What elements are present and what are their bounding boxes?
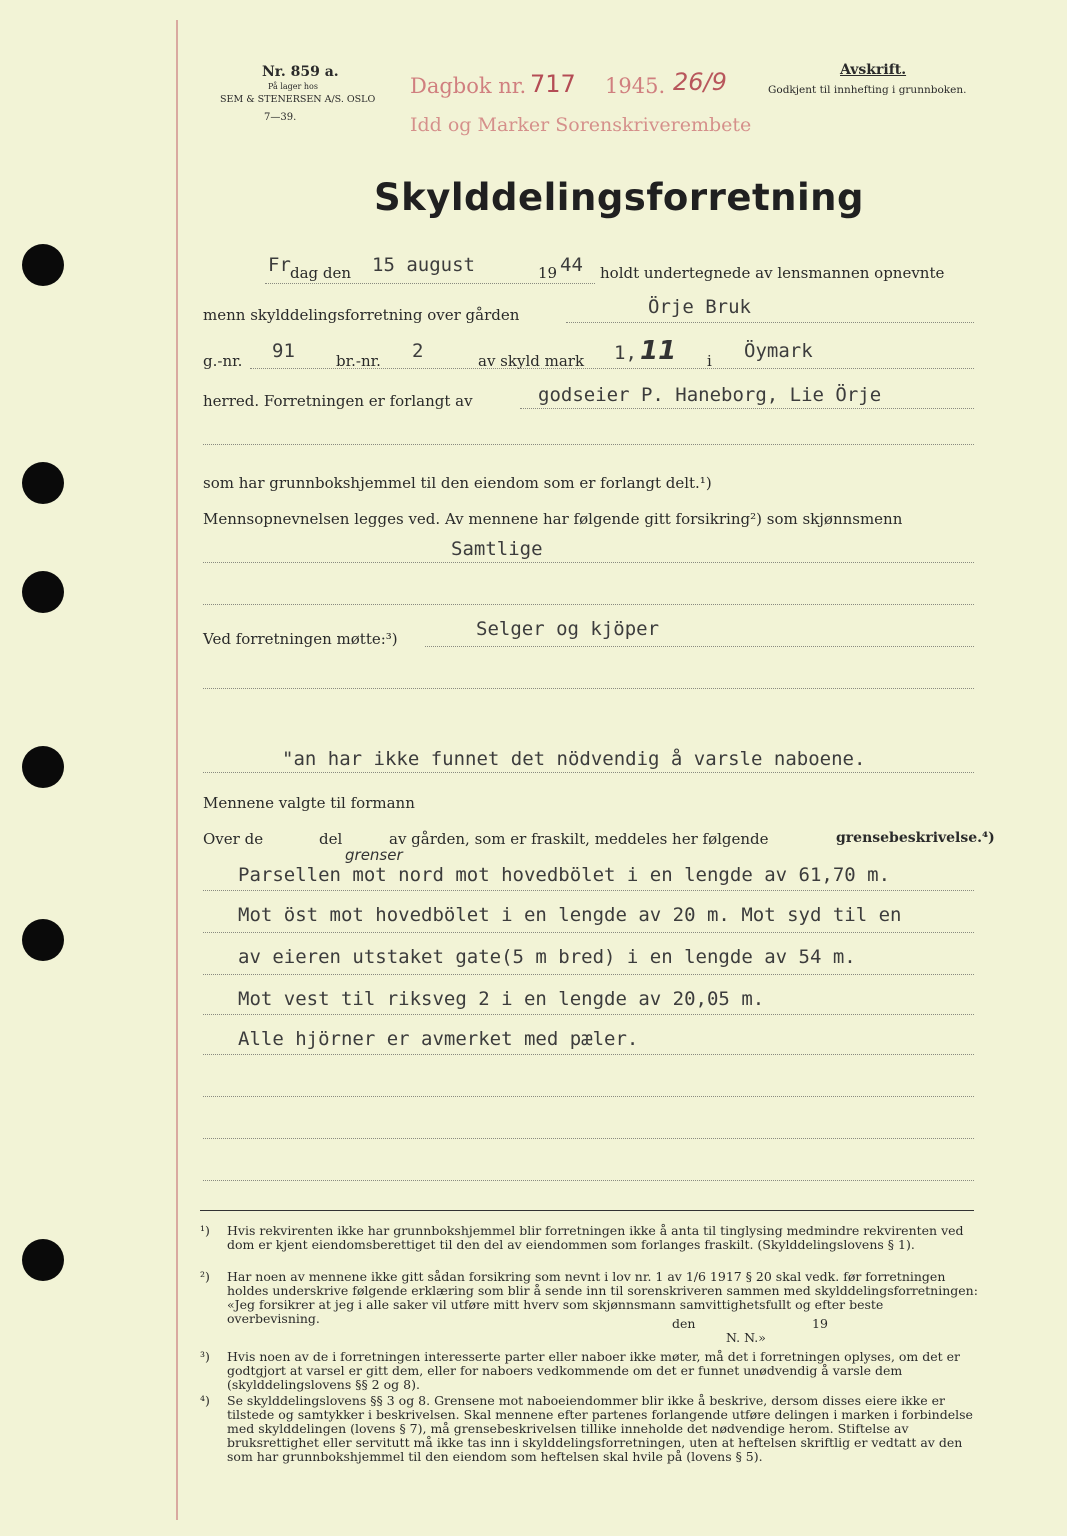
page-title: Skylddelingsforretning: [374, 176, 864, 219]
label-dag-den: dag den: [290, 264, 352, 282]
label-herred: herred. Forretningen er forlangt av: [203, 392, 473, 410]
fill-line: [250, 368, 974, 369]
requester: godseier P. Haneborg, Lie Örje: [538, 384, 882, 406]
description-line: Mot öst mot hovedbölet i en lengde av 20 m. Mot syd til en: [238, 904, 902, 926]
skyld-hand-value: 11: [640, 336, 677, 366]
binder-hole: [22, 919, 64, 961]
fill-line: [566, 322, 974, 323]
footnote-text: Hvis rekvirenten ikke har grunnbokshjemmel blir forretningen ikke å anta til tinglysing medmindre rekvirenten ved dom er kjent eiendomsberettiget til den del av eiendommen som forlanges fraskilt. (Skylddelingslovens § 1).: [227, 1223, 964, 1252]
footnote-divider: [200, 1210, 974, 1211]
over-de-label: Over de: [203, 830, 264, 848]
footnote-number: ⁴): [200, 1393, 210, 1408]
description-line: Mot vest til riksveg 2 i en lengde av 20,05 m.: [238, 988, 765, 1010]
publisher-line: På lager hos: [268, 82, 318, 91]
fill-line: [203, 444, 974, 445]
binder-hole: [22, 462, 64, 504]
fill-line: [203, 604, 974, 605]
forsikring-value: Samtlige: [451, 538, 543, 560]
fill-line: [203, 772, 974, 773]
fill-line: [203, 932, 974, 933]
grense-text: av gården, som er fraskilt, meddeles her følgende: [389, 830, 769, 848]
municipality: Öymark: [744, 340, 813, 362]
office-stamp: Idd og Marker Sorenskriverembete: [410, 114, 752, 136]
footnote-2-sign: N. N.»: [726, 1330, 766, 1345]
fill-line: [203, 1180, 974, 1181]
footnote-number: ¹): [200, 1223, 210, 1238]
binder-hole: [22, 571, 64, 613]
dagbok-stamp-label: Dagbok nr.: [410, 74, 527, 98]
footnote-text: Har noen av mennene ikke gitt sådan forsikring som nevnt i lov nr. 1 av 1/6 1917 § 20 skal vedk. før forretningen holdes underskrive følgende erklæring som blir å sende inn til sorenskriveren sammen med skylddelingsforretningen: «Jeg forsikrer at jeg i alle saker vil utføre mitt hverv som skjønnsmann samvittighetsfullt og efter beste overbevisning.: [227, 1269, 978, 1326]
grense-bold: grensebeskrivelse.⁴): [836, 830, 995, 846]
binder-hole: [22, 746, 64, 788]
dagbok-number: 717: [530, 70, 576, 98]
skyld-value: 1,: [614, 342, 637, 364]
naboer-text: "an har ikke funnet det nödvendig å varsle naboene.: [282, 748, 866, 770]
footnote-text: Se skylddelingslovens §§ 3 og 8. Grensene mot naboeiendommer blir ikke å beskrive, dersom disses eiere ikke er tilstede og samtykker i beskrivelsen. Skal mennene efter partenes forlangende utføre delingen i marken i forbindelse med skylddelingen (lovens § 7), må grensebeskrivelsen tillike inneholde det nødvendige herom. Stiftelse av bruksrettighet eller servitutt må ikke tas inn i skylddelingsforretningen, uten at heftelsen skriftlig er vedtatt av den som har grunnbokshjemmel til den eiendom som heftelsen skal hvile på (lovens § 5).: [227, 1393, 973, 1464]
description-line: Alle hjörner er avmerket med pæler.: [238, 1028, 639, 1050]
description-line: av eieren utstaket gate(5 m bred) i en lengde av 54 m.: [238, 946, 856, 968]
footnote-2: [200, 1270, 980, 1326]
avskrift-title: Avskrift.: [840, 62, 907, 78]
label-holdt: holdt undertegnede av lensmannen opnevnte: [600, 264, 945, 282]
fill-line: [203, 1054, 974, 1055]
date-value: 15 august: [372, 254, 475, 276]
form-number: Nr. 859 a.: [262, 64, 339, 80]
year-suffix: 44: [560, 254, 583, 276]
label-over-garden: menn skylddelingsforretning over gården: [203, 306, 520, 324]
publisher-line: 7—39.: [264, 112, 297, 123]
label-bnr: br.-nr.: [336, 352, 381, 370]
day-prefix: Fr: [268, 254, 291, 276]
label-gnr: g.-nr.: [203, 352, 243, 370]
label-skyld: av skyld mark: [478, 352, 585, 370]
label-i: i: [707, 352, 712, 370]
fill-line: [265, 283, 595, 284]
publisher-line: SEM & STENERSEN A/S. OSLO: [220, 94, 376, 105]
description-line: Parsellen mot nord mot hovedbölet i en lengde av 61,70 m.: [238, 864, 891, 886]
footnote-number: ³): [200, 1349, 210, 1364]
fill-line: [203, 1014, 974, 1015]
footnote-3: [200, 1350, 980, 1392]
fill-line: [203, 1138, 974, 1139]
fill-line: [425, 646, 974, 647]
fill-line: [520, 408, 974, 409]
bnr-value: 2: [412, 340, 424, 362]
footnote-text: Hvis noen av de i forretningen interesserte parter eller naboer ikke møter, må det i forretningen oplyses, om det er godtgjort at varsel er gitt dem, eller for naboers vedkommende om det er funnet unødvendig å varsle dem (skylddelingslovens §§ 2 og 8).: [227, 1349, 961, 1392]
fill-line: [203, 688, 974, 689]
grunnbok-text: som har grunnbokshjemmel til den eiendom som er forlangt delt.¹): [203, 474, 712, 492]
handwritten-insert: grenser: [345, 846, 403, 864]
footnote-2-year: 19: [812, 1316, 828, 1331]
fill-line: [203, 562, 974, 563]
fill-line: [203, 1096, 974, 1097]
footnote-4: [200, 1394, 980, 1464]
formann-text: Mennene valgte til formann: [203, 794, 415, 812]
mote-label: Ved forretningen møtte:³): [203, 630, 398, 648]
mote-value: Selger og kjöper: [476, 618, 660, 640]
fill-line: [203, 974, 974, 975]
margin-line: [176, 20, 178, 1520]
fill-line: [203, 890, 974, 891]
binder-hole: [22, 244, 64, 286]
footnote-1: [200, 1224, 980, 1252]
binder-hole: [22, 1239, 64, 1281]
gnr-value: 91: [272, 340, 295, 362]
avskrift-note: Godkjent til innhefting i grunnboken.: [768, 84, 967, 96]
footnote-2-den: den: [672, 1316, 696, 1331]
menn-text: Mennsopnevnelsen legges ved. Av mennene har følgende gitt forsikring²) som skjønnsmenn: [203, 510, 903, 528]
year-prefix: 19: [538, 264, 558, 282]
footnote-number: ²): [200, 1269, 210, 1284]
farm-name: Örje Bruk: [648, 296, 751, 318]
dagbok-date: 26/9: [673, 68, 727, 96]
del-label: del: [319, 830, 343, 848]
dagbok-year: 1945.: [605, 74, 666, 98]
